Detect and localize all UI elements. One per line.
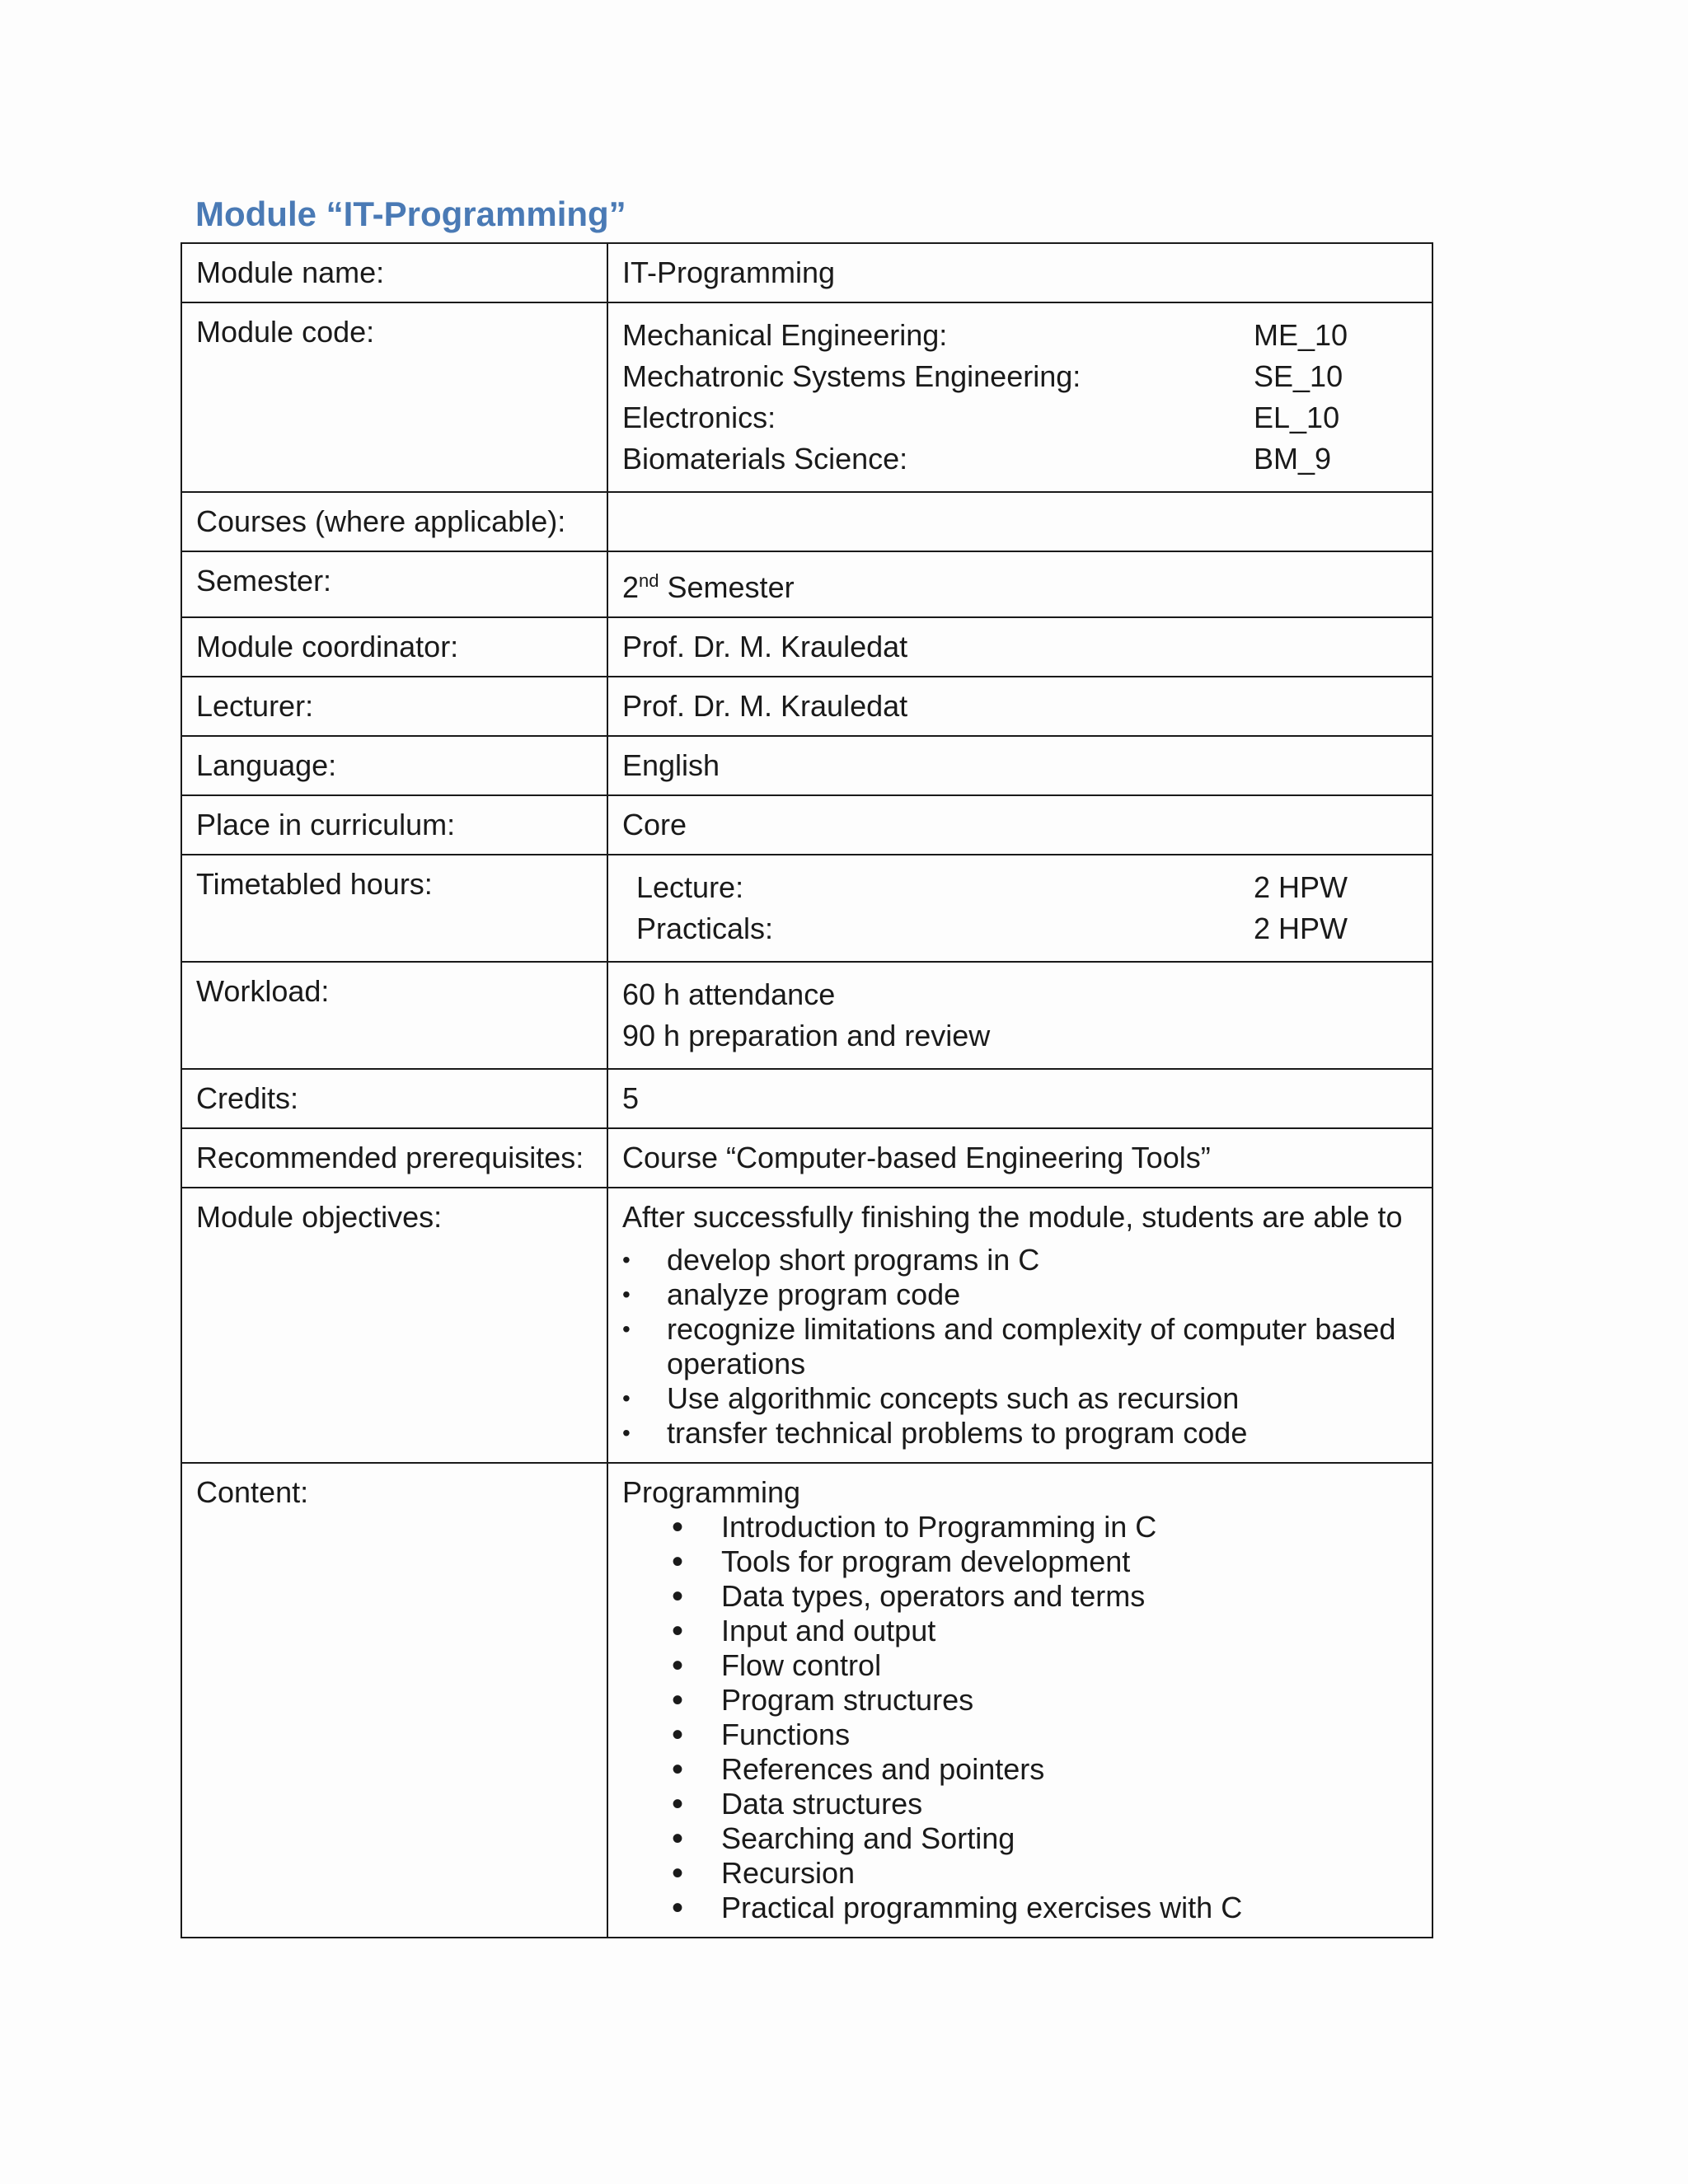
hours-list [607,855,1432,962]
row-credits [181,1069,1432,1128]
list-item: • Input and output [622,1614,1418,1648]
row-label: Workload: [181,962,607,1069]
row-label: Content: [181,1463,607,1938]
row-label: Module code: [181,302,607,492]
content-list [622,1510,1418,1925]
page-title: Module “IT-Programming” [195,194,626,233]
row-label: Lecturer: [181,677,607,736]
list-item: • Data structures [622,1787,1418,1821]
program-name: Mechanical Engineering: [622,318,948,352]
row-hours [181,855,1432,962]
row-prerequisites [181,1128,1432,1188]
hours-amount: 2 HPW [1254,912,1348,945]
hours-type: Practicals: [636,912,774,945]
row-value: Prof. Dr. M. Krauledat [607,617,1432,677]
module-table [181,242,1433,1938]
content-heading: Programming [622,1475,801,1509]
row-place [181,795,1432,855]
module-code-entry [622,356,1418,397]
module-code-list [607,302,1432,492]
row-label: Recommended prerequisites: [181,1128,607,1188]
row-label: Place in curriculum: [181,795,607,855]
semester-number: 2 [622,570,640,604]
list-item: • analyze program code [622,1277,1418,1312]
row-lecturer [181,677,1432,736]
row-value [607,962,1432,1069]
workload-line: 90 h preparation and review [622,1019,991,1052]
semester-text: Semester [659,570,795,604]
list-item: • Tools for program development [622,1544,1418,1579]
hours-type: Lecture: [636,870,744,904]
program-name: Mechatronic Systems Engineering: [622,359,1081,393]
row-objectives [181,1188,1432,1463]
row-value: 5 [607,1069,1432,1128]
program-code: ME_10 [1254,318,1348,352]
row-coordinator [181,617,1432,677]
row-label: Language: [181,736,607,795]
list-item: • Program structures [622,1683,1418,1718]
program-name: Biomaterials Science: [622,442,908,476]
row-label: Timetabled hours: [181,855,607,962]
hours-entry [636,867,1418,908]
row-value: Course “Computer-based Engineering Tools” [607,1128,1432,1188]
row-semester [181,551,1432,617]
row-value [607,1463,1432,1938]
list-item: • develop short programs in C [622,1243,1418,1277]
row-label: Module coordinator: [181,617,607,677]
list-item: • Recursion [622,1856,1418,1891]
hours-entry [636,908,1418,949]
row-content [181,1463,1432,1938]
row-value: Core [607,795,1432,855]
program-code: BM_9 [1254,442,1332,476]
row-label: Semester: [181,551,607,617]
list-item: • References and pointers [622,1752,1418,1787]
objectives-list [622,1243,1418,1451]
row-label: Module objectives: [181,1188,607,1463]
row-module-name [181,243,1432,302]
row-label: Module name: [181,243,607,302]
list-item: • Practical programming exercises with C [622,1891,1418,1925]
list-item: • Searching and Sorting [622,1821,1418,1856]
module-code-entry [622,315,1418,356]
row-value [607,492,1432,551]
objectives-intro: After successfully finishing the module, students are able to [622,1200,1403,1234]
row-language [181,736,1432,795]
list-item: • Data types, operators and terms [622,1579,1418,1614]
list-item: • Flow control [622,1648,1418,1683]
list-item: • Functions [622,1718,1418,1752]
row-value [607,1188,1432,1463]
row-label: Credits: [181,1069,607,1128]
row-value: IT-Programming [607,243,1432,302]
list-item: • Introduction to Programming in C [622,1510,1418,1544]
row-workload [181,962,1432,1069]
row-module-code [181,302,1432,492]
row-value: Prof. Dr. M. Krauledat [607,677,1432,736]
row-courses [181,492,1432,551]
module-code-entry [622,438,1418,480]
hours-amount: 2 HPW [1254,870,1348,904]
row-value: English [607,736,1432,795]
program-code: EL_10 [1254,401,1340,434]
list-item: • Use algorithmic concepts such as recursion [622,1381,1418,1416]
workload-line: 60 h attendance [622,977,836,1011]
row-value [607,551,1432,617]
program-name: Electronics: [622,401,776,434]
semester-suffix: nd [639,570,659,591]
module-code-entry [622,397,1418,438]
row-label: Courses (where applicable): [181,492,607,551]
list-item: • recognize limitations and complexity of computer based operations [622,1312,1418,1381]
program-code: SE_10 [1254,359,1343,393]
list-item: • transfer technical problems to program code [622,1416,1418,1451]
